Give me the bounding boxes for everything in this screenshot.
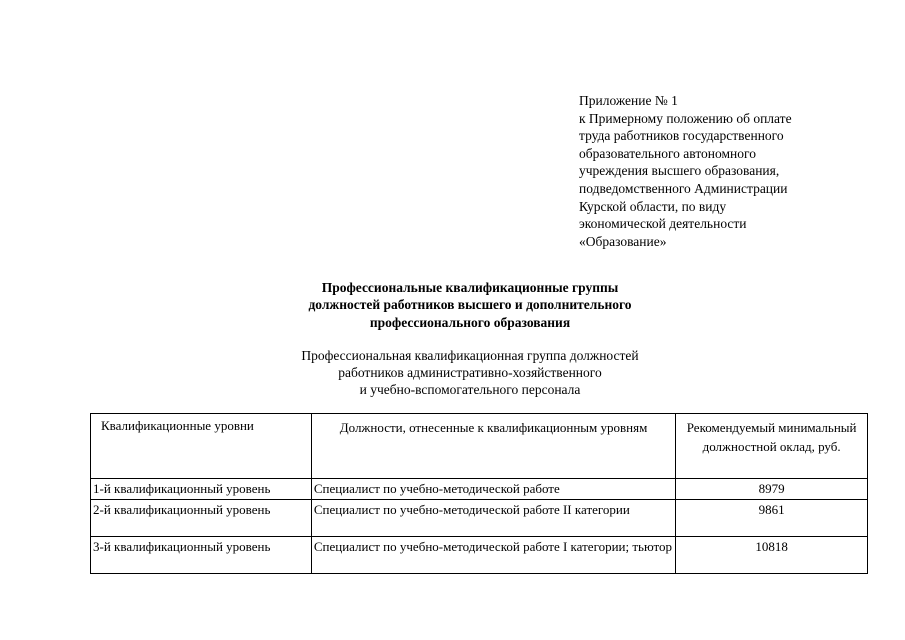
appendix-line: к Примерному положению об оплате xyxy=(579,110,792,126)
header-levels-label: Квалификационные уровни xyxy=(101,418,254,433)
table-row xyxy=(91,537,868,574)
appendix-line: труда работников государственного xyxy=(579,128,784,144)
appendix-line: Курской области, по виду xyxy=(579,198,727,214)
document-title-line: Профессиональные квалификационные группы xyxy=(321,280,619,295)
appendix-line: образовательного автономного xyxy=(579,145,756,161)
cell-position: Специалист по учебно-методической работе II категории xyxy=(311,500,675,537)
cell-level: 3-й квалификационный уровень xyxy=(91,537,312,574)
table-row xyxy=(91,479,868,500)
cell-salary: 10818 xyxy=(676,537,868,574)
cell-salary: 8979 xyxy=(676,479,868,500)
appendix-line: экономической деятельности xyxy=(579,216,747,232)
document-title-line: должностей работников высшего и дополнительного xyxy=(308,297,632,313)
group-subtitle-line: работников административно-хозяйственного xyxy=(338,365,602,380)
cell-salary: 9861 xyxy=(676,500,868,537)
table-header-row xyxy=(91,414,868,479)
document-title-line: профессионального образования xyxy=(369,314,571,330)
cell-position: Специалист по учебно-методической работе xyxy=(311,479,675,500)
group-subtitle-line: Профессиональная квалификационная группа должностей xyxy=(301,348,639,363)
group-subtitle xyxy=(240,347,700,398)
group-subtitle-line: и учебно-вспомогательного персонала xyxy=(359,382,581,397)
header-salary: Рекомендуемый минимальный должностной оклад, руб. xyxy=(676,414,868,479)
cell-level: 2-й квалификационный уровень xyxy=(91,500,312,537)
document-title xyxy=(240,279,700,331)
qualification-table xyxy=(90,413,868,574)
appendix-line: Приложение № 1 xyxy=(579,93,678,108)
appendix-line: подведомственного Администрации xyxy=(579,180,788,196)
appendix-line: «Образование» xyxy=(579,233,667,249)
cell-position: Специалист по учебно-методической работе I категории; тьютор xyxy=(311,537,675,574)
appendix-line: учреждения высшего образования, xyxy=(579,163,780,179)
header-positions: Должности, отнесенные к квалификационным уровням xyxy=(311,414,675,479)
cell-level: 1-й квалификационный уровень xyxy=(91,479,312,500)
appendix-block xyxy=(579,92,879,250)
table-row xyxy=(91,500,868,537)
header-levels xyxy=(91,414,312,479)
